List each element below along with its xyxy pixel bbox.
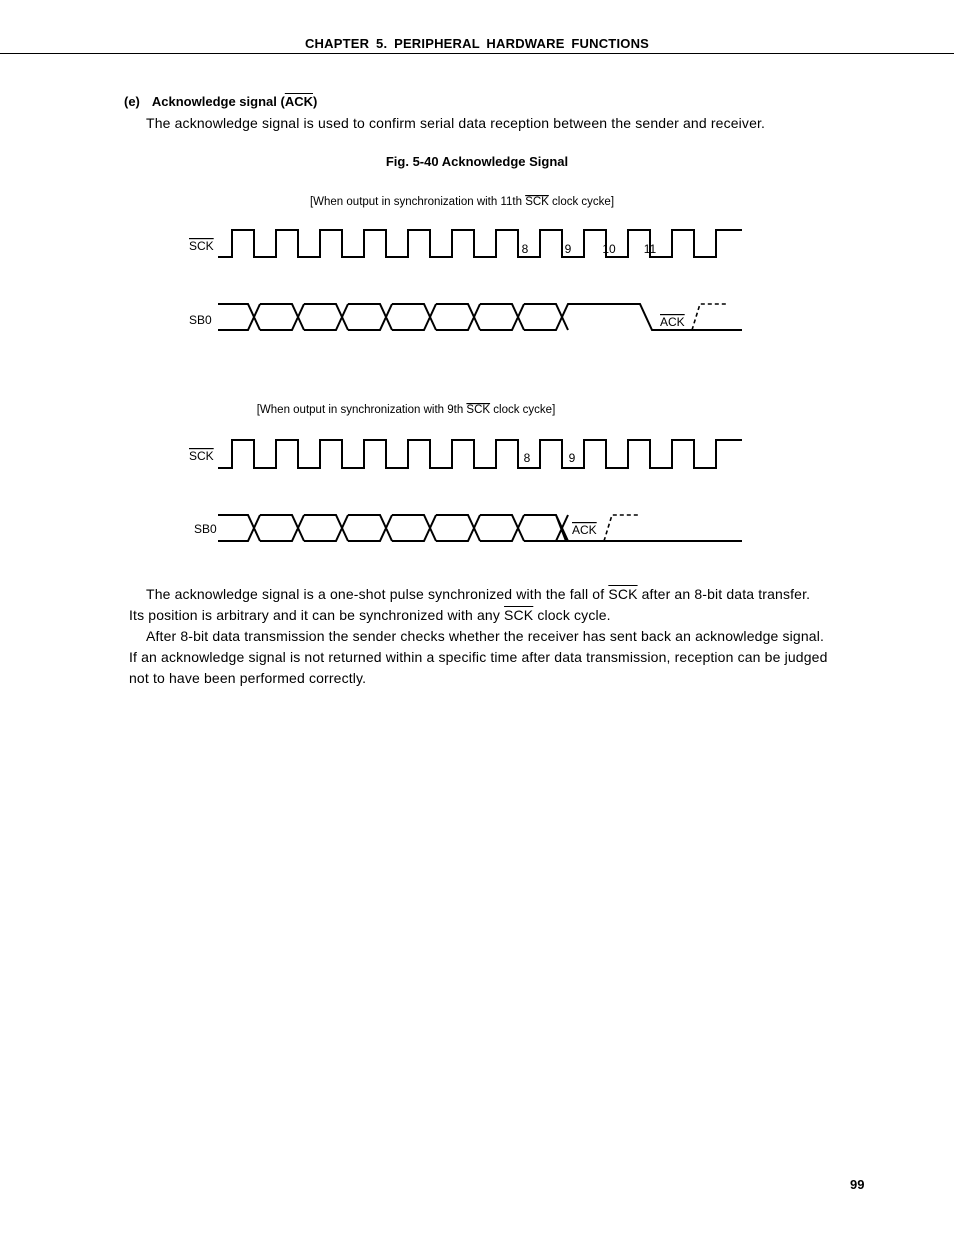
- diagram1-pulse-number: 11: [643, 242, 657, 256]
- diagram1-pulse-number: 8: [521, 242, 529, 256]
- section-title-ack: $\overline{ACK}$: [284, 94, 313, 109]
- section-index: (e): [124, 94, 140, 109]
- diagram2-clock-waveform: [218, 440, 742, 468]
- body-paragraph-5: not to have been performed correctly.: [129, 670, 367, 686]
- diagram1-caption: [When output in synchronization with 11th SCK clock cycke]: [309, 196, 615, 208]
- page-number: 99: [850, 1177, 865, 1192]
- diagram2-pulse-number: 9: [568, 451, 576, 465]
- timing-diagram-11th: [180, 190, 760, 340]
- diagram2-data-waveform: [218, 515, 742, 541]
- diagram1-ack-dashed: [692, 304, 726, 330]
- chapter-header: CHAPTER 5. PERIPHERAL HARDWARE FUNCTIONS: [304, 36, 650, 51]
- section-heading: [124, 94, 317, 109]
- diagram1-pulse-number: 9: [564, 242, 572, 256]
- diagram1-clock-label: SCK: [189, 239, 214, 253]
- figure-caption: Fig. 5-40 Acknowledge Signal: [385, 154, 569, 169]
- section-intro: The acknowledge signal is used to confirm serial data reception between the sender and receiver.: [146, 115, 766, 131]
- body-paragraph-4: If an acknowledge signal is not returned within a specific time after data transmission, reception can be judged: [129, 649, 828, 665]
- sck-signal-name: $\overline{SCK}$: [608, 586, 638, 602]
- diagram2-ack-dashed: [604, 515, 638, 541]
- body-paragraph-3: After 8-bit data transmission the sender checks whether the receiver has sent back an acknowledge signal.: [146, 628, 824, 644]
- diagram1-pulse-number: 10: [602, 242, 616, 256]
- body-paragraph-2: Its position is arbitrary and it can be synchronized with any $\overline{SCK}$ clock cycle.: [129, 607, 611, 623]
- body-paragraph-1: The acknowledge signal is a one-shot pulse synchronized with the fall of $\overline{SCK}$ after an 8-bit data transfer.: [146, 586, 811, 602]
- diagram2-pulse-number: 8: [523, 451, 531, 465]
- diagram2-caption: [When output in synchronization with 9th SCK clock cycke]: [256, 404, 556, 416]
- section-title-prefix: Acknowledge signal (: [151, 94, 285, 109]
- diagram2-data-label: SB0: [194, 522, 217, 536]
- header-rule: [0, 53, 954, 54]
- diagram1-data-label: SB0: [189, 313, 212, 327]
- diagram2-clock-label: SCK: [189, 449, 214, 463]
- diagram1-clock-waveform: [218, 230, 742, 257]
- sck-signal-name: $\overline{SCK}$: [504, 607, 534, 623]
- diagram1-ack-label: ACK: [660, 315, 685, 329]
- diagram2-ack-label: ACK: [572, 523, 597, 537]
- timing-diagram-9th: [180, 398, 760, 548]
- section-title-suffix: ): [312, 94, 318, 109]
